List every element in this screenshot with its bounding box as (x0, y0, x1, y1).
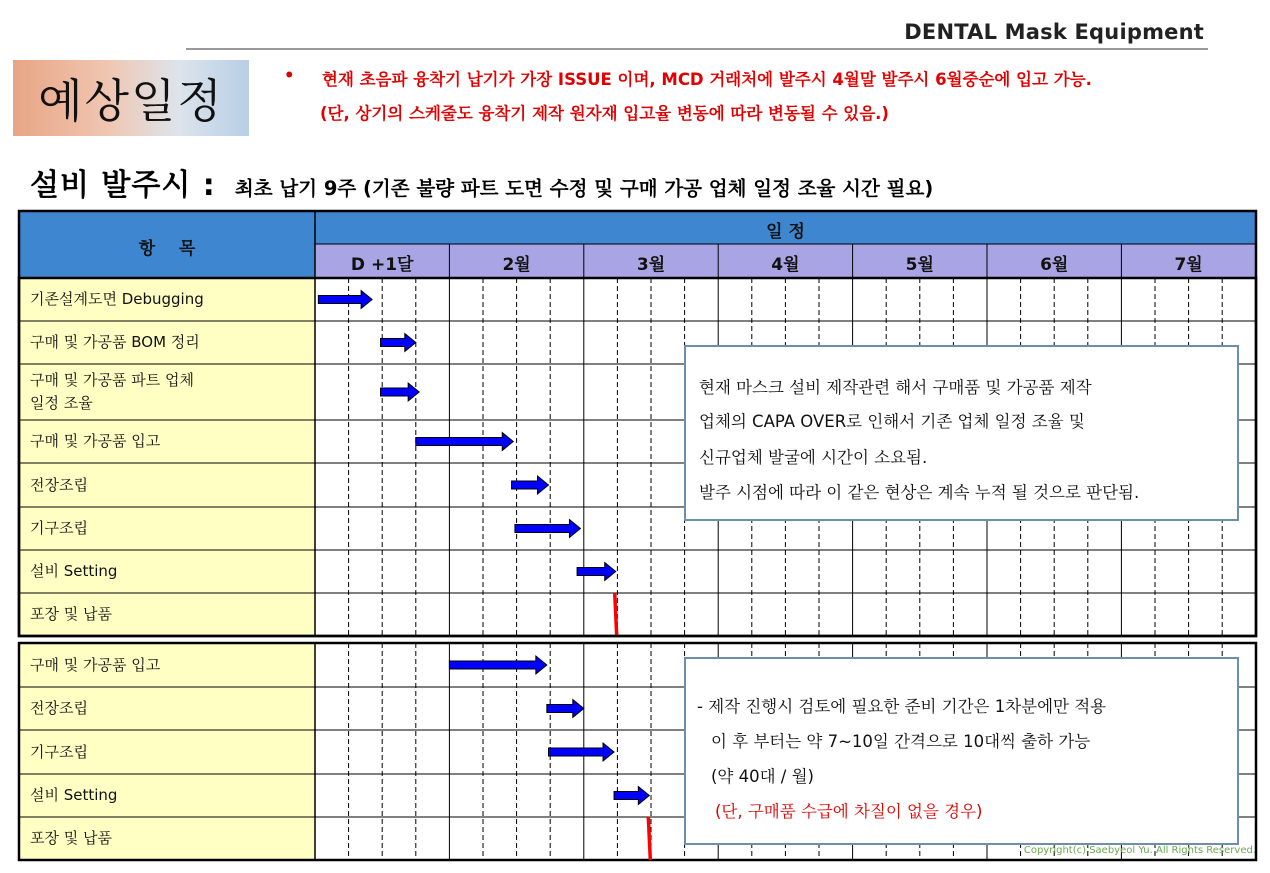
subtitle-main: 설비 발주시 : (30, 168, 216, 203)
row-label: 기존설계도면 Debugging (30, 290, 204, 308)
row-label: 기구조립 (30, 742, 88, 761)
section1-task-arrow (381, 334, 416, 352)
row-label: 구매 및 가공품 입고 (30, 432, 161, 450)
month-label: 6월 (1040, 255, 1069, 275)
callout2-line-1: - 제작 진행시 검토에 필요한 준비 기간은 1차분에만 적용 (697, 697, 1107, 716)
section2-task-arrow (449, 656, 546, 674)
month-label: 3월 (636, 255, 666, 275)
month-label: 5월 (905, 255, 934, 275)
section2-delivery-marker (648, 817, 650, 860)
section1-delivery-marker (615, 593, 617, 636)
section1-task-arrow (416, 433, 513, 451)
row-label: 전장조립 (30, 475, 88, 494)
section2-task-arrow (549, 743, 615, 761)
callout1-line-4: 발주 시점에 따라 이 같은 현상은 계속 누적 될 것으로 판단됨. (699, 483, 1140, 502)
section2-task-arrow (547, 700, 584, 718)
notice-line-1: 현재 초음파 융착기 납기가 가장 ISSUE 이며, MCD 거래처에 발주시 4월말 발주시 6월중순에 입고 가능. (322, 70, 1092, 89)
callout1-line-2: 업체의 CAPA OVER로 인해서 기존 업체 일정 조율 및 (699, 412, 1085, 431)
section1-task-arrow (577, 563, 616, 581)
callout2-line-2: 이 후 부터는 약 7~10일 간격으로 10대씩 출하 가능 (711, 732, 1091, 751)
subtitle-detail: 최초 납기 9주 (기존 불량 파트 도면 수정 및 구매 가공 업체 일정 조율 시간 필요) (234, 177, 934, 200)
row-label: 구매 및 가공품 입고 (30, 655, 161, 674)
callout1-line-3: 신규업체 발굴에 시간이 소요됨. (699, 448, 928, 467)
section1-task-arrow (515, 520, 581, 538)
month-label: 4월 (771, 255, 800, 275)
row-label: 설비 Setting (30, 786, 118, 804)
callout-shipment-note (684, 657, 1239, 845)
section1-task-arrow (381, 383, 420, 401)
month-label: 7월 (1174, 255, 1203, 275)
section2-task-arrow (614, 787, 649, 805)
row-label: 설비 Setting (30, 562, 118, 580)
notice-bullet: • (284, 66, 295, 85)
row-label: 구매 및 가공품 BOM 정리 (30, 333, 200, 351)
row-label: 구매 및 가공품 파트 업체 일정 조율 (30, 371, 194, 412)
callout-capa-note (684, 345, 1239, 521)
section1-task-arrow (318, 291, 372, 309)
callout1-line-1: 현재 마스크 설비 제작관련 해서 구매품 및 가공품 제작 (699, 378, 1092, 397)
section1-task-arrow (512, 476, 549, 494)
callout2-line-3: (약 40대 / 월) (711, 767, 814, 786)
item-header: 항 목 (138, 239, 196, 259)
row-label: 포장 및 납품 (30, 829, 112, 847)
row-label: 기구조립 (30, 519, 88, 537)
month-label: D +1달 (350, 255, 414, 275)
schedule-header: 일 정 (766, 222, 805, 242)
document-title: DENTAL Mask Equipment (904, 20, 1204, 44)
notice-line-2: (단, 상기의 스케줄도 융착기 제작 원자재 입고율 변동에 따라 변동될 수 있음.) (320, 104, 889, 123)
row-label: 포장 및 납품 (30, 605, 112, 623)
callout2-line-4: (단, 구매품 수급에 차질이 없을 경우) (715, 802, 983, 821)
month-label: 2월 (502, 255, 531, 275)
schedule-title-badge: 예상일정 (13, 60, 249, 136)
copyright-text: Copyright(c) Saebyeol Yu. All Rights Reserved. (1023, 845, 1256, 856)
row-label: 전장조립 (30, 699, 88, 717)
